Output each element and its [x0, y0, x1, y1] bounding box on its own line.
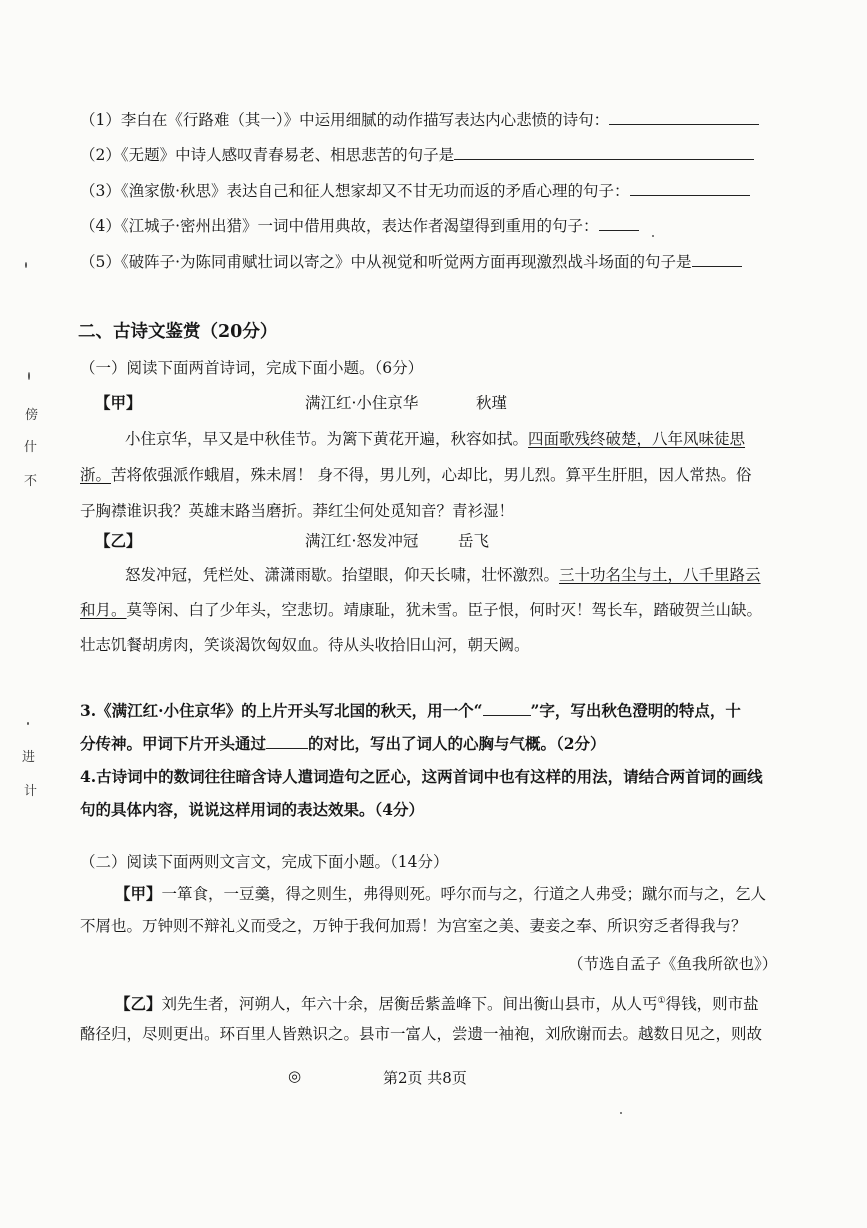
fill-question-4: （4）《江城子·密州出猎》一词中借用典故，表达作者渴望得到重用的句子：: [80, 216, 639, 236]
text-a-line-1: 【甲】一箪食，一豆羹，得之则生，弗得则死。呼尔而与之，行道之人弗受；蹴尔而与之，乞人: [115, 884, 767, 903]
poem-b-line-1: 怒发冲冠，凭栏处、潇潇雨歇。抬望眼，仰天长啸，壮怀激烈。三十功名尘与土，八千里路云: [125, 566, 761, 584]
footnote-marker: ①: [657, 996, 666, 1006]
text-b-tag: 【乙】: [115, 994, 162, 1014]
question-4-line-2: 句的具体内容，说说这样用词的表达效果。（4分）: [80, 800, 425, 819]
poem-a-tag: 【甲】: [95, 393, 142, 412]
text-a-tag: 【甲】: [115, 884, 162, 903]
answer-blank[interactable]: [599, 216, 639, 231]
scan-speck: [25, 262, 27, 268]
answer-blank[interactable]: [609, 110, 759, 125]
fill-question-2: （2）《无题》中诗人感叹青春易老、相思悲苦的句子是: [80, 145, 754, 165]
scan-speck: [28, 372, 30, 380]
margin-mark: 不: [24, 474, 38, 489]
poem-b-line-2: 和月。莫等闲、白了少年头，空悲切。靖康耻，犹未雪。臣子恨，何时灭！驾长车，踏破贺兰山缺。: [80, 601, 763, 619]
text-b-line-1: 【乙】刘先生者，河朔人，年六十余，居衡岳紫盖峰下。间出衡山县市，从人丐①得钱，则市盐: [115, 994, 759, 1014]
text-b-line-2: 酪径归，尽则更出。环百里人皆熟识之。县市一富人，尝遗一袖袍，刘欣谢而去。越数日见之，则故: [80, 1025, 763, 1043]
poem-a-line-2: 浙。苦将侬强派作蛾眉，殊未屑！ 身不得，男儿列，心却比，男儿烈。算平生肝胆，因人常热。俗: [80, 466, 752, 484]
answer-blank[interactable]: [483, 701, 531, 716]
question-4-line-1: 4.古诗词中的数词往往暗含诗人遣词造句之匠心，这两首词中也有这样的用法，请结合两首词的画线: [80, 767, 763, 786]
poem-b-tag: 【乙】: [95, 531, 142, 550]
text-a-line-2: 不屑也。万钟则不辩礼义而受之，万钟于我何加焉！为宫室之美、妻妾之奉、所识穷乏者得我与？: [80, 917, 747, 935]
poem-b-title: 满江红·怒发冲冠: [305, 532, 419, 550]
fill-question-1: （1）李白在《行路难（其一）》中运用细腻的动作描写表达内心悲愤的诗句：: [80, 110, 759, 130]
fill-question-5: （5）《破阵子·为陈同甫赋壮词以寄之》中从视觉和听觉两方面再现激烈战斗场面的句子是: [80, 252, 742, 272]
page-number: 第2页 共8页: [383, 1069, 467, 1087]
answer-blank[interactable]: [630, 181, 750, 196]
poem-b-author: 岳飞: [458, 532, 490, 550]
question-3-line-1: 3.《满江红·小住京华》的上片开头写北国的秋天，用一个“ ”字，写出秋色澄明的特点，十: [80, 701, 741, 720]
underlined-verse: 三十功名尘与土，八千里路云: [559, 566, 761, 584]
margin-mark: 什: [24, 440, 38, 455]
poem-a-line-3: 子胸襟谁识我？英雄末路当磨折。莽红尘何处觅知音？青衫湿！: [80, 502, 515, 520]
poem-a-title: 满江红·小住京华: [305, 394, 419, 412]
poem-a-line-1: 小住京华，早又是中秋佳节。为篱下黄花开遍，秋容如拭。四面歌残终破楚，八年风味徒思: [125, 430, 746, 448]
margin-mark: 进: [22, 750, 36, 765]
text-a-source: （节选自孟子《鱼我所欲也》）: [568, 955, 778, 973]
underlined-verse: 浙。: [80, 466, 112, 484]
scan-speck: [620, 1112, 622, 1114]
underlined-verse: 和月。: [80, 601, 127, 619]
section-2-title: 二、古诗文鉴赏（20分）: [78, 322, 278, 342]
scan-speck: [27, 722, 29, 725]
answer-blank[interactable]: [266, 734, 308, 749]
poem-b-line-3: 壮志饥餐胡虏肉，笑谈渴饮匈奴血。待从头收拾旧山河，朝天阙。: [80, 636, 530, 654]
footer-symbol: ◎: [288, 1067, 302, 1085]
margin-mark: 计: [24, 784, 38, 799]
scan-speck: [652, 235, 654, 237]
part-2-intro: （二）阅读下面两则文言文，完成下面小题。（14分）: [80, 853, 449, 871]
answer-blank[interactable]: [454, 145, 754, 160]
answer-blank[interactable]: [692, 252, 742, 267]
question-3-line-2: 分传神。甲词下片开头通过 的对比，写出了词人的心胸与气概。（2分）: [80, 734, 606, 753]
fill-question-3: （3）《渔家傲·秋思》表达自己和征人想家却又不甘无功而返的矛盾心理的句子：: [80, 181, 750, 201]
poem-a-author: 秋瑾: [476, 394, 508, 412]
margin-mark: 傍: [25, 408, 39, 423]
part-1-intro: （一）阅读下面两首诗词，完成下面小题。（6分）: [80, 359, 424, 377]
underlined-verse: 四面歌残终破楚，八年风味徒思: [528, 430, 746, 448]
